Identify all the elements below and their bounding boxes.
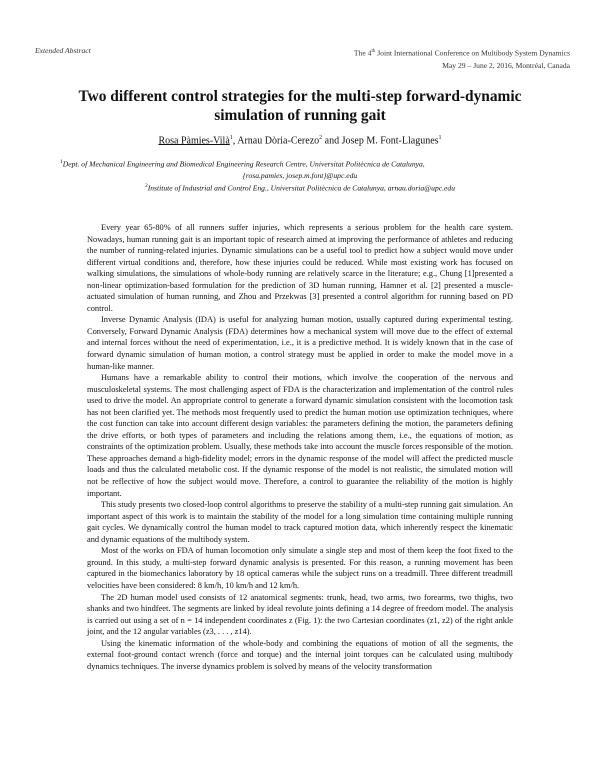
paragraph: The 2D human model used consists of 12 anatomical segments: trunk, head, two arms, two forearms, two thighs, two shanks and two hindfeet. The segments are linked by ideal revolute joints defining a 14 degree of freedom model. The analysis is carried out using a set of n = 14 independent coordinates z (Fig. 1): the two Cartesian coordinates (z1, z2) of the right ankle joint, and the 12 angular variables (z3, . . . , z14).: [87, 592, 513, 637]
header-conference: The 4th Joint International Conference on Multibody System Dynamics: [353, 48, 570, 58]
header-left: Extended Abstract: [35, 46, 91, 55]
author-3: Josep M. Font-Llagunes: [341, 135, 439, 147]
abstract-body: [87, 222, 513, 672]
header-dates: May 29 – June 2, 2016, Montréal, Canada: [442, 60, 570, 70]
paragraph: Every year 65-80% of all runners suffer injuries, which represents a serious problem for the health care system. Nowadays, human running gait is an important topic of research aimed at improving the performance of athletes and reducing the number of running-related injuries. Dynamic simulations can be a useful tool to predict how a subject would move under different virtual conditions and, therefore, how these injuries could be reduced. While most existing work has focused on walking simulations, the simulations of whole-body running are relatively scarce in the literature; e.g., Chung [1]presented a non-linear optimization-based formulation for the prediction of 3D human running, Hamner et al. [2] presented a muscle-actuated simulation of human running, and Zhou and Przekwas [3] presented a control algorithm for running based on PD control.: [87, 223, 513, 313]
author-1: Rosa Pàmies-Vilà: [158, 135, 230, 147]
paragraph: Inverse Dynamic Analysis (IDA) is useful for analyzing human motion, usually captured during experimental testing. Conversely, Forward Dynamic Analysis (FDA) determines how a mechanical system will move due to the effect of external and internal forces without the need of experimentation, i.e., it is a predictive method. It is widely known that in the case of forward dynamic simulation of human motion, a control strategy must be applied in order to make the model move in a human-like manner.: [87, 315, 513, 371]
affiliation-1-emails: {rosa.pamies, josep.m.font}@upc.edu: [242, 170, 358, 180]
affiliation-1: $^1$Dept. of Mechanical Engineering and Biomedical Engineering Research Centre, Universitat Politècnica de Catalunya, {rosa.pamies, josep.m.font}@upc.edu: [60, 157, 540, 181]
author-list: Rosa Pàmies-Vilà$^1$, Arnau Dòria-Cerezo$^2$ and Josep M. Font-Llagunes$^1$: [158, 135, 442, 147]
paragraph: This study presents two closed-loop control algorithms to preserve the stability of a multi-step running gait simulation. An important aspect of this work is to maintain the stability of the model for a long simulation time containing multiple running gait cycles. We dynamically control the human model to track captured motion data, which inherently respect the kinematic and dynamic equations of the multibody system.: [87, 500, 513, 544]
running-header: [35, 46, 570, 76]
author-2: Arnau Dòria-Cerezo: [237, 135, 320, 147]
paragraph: Using the kinematic information of the whole-body and combining the equations of motion of all the segments, the external foot-ground contact wrench (force and torque) and the internal joint torques can be calculated using multibody dynamics techniques. The inverse dynamics problem is solved by means of the velocity transformation: [87, 638, 513, 671]
paragraph: Humans have a remarkable ability to control their motions, which involve the cooperation of the nervous and musculoskeletal systems. The most challenging aspect of FDA is the characterization and implementation of the control rules used to drive the model. An appropriate control to generate a forward dynamic simulation consistent with the locomotion task has not been clarified yet. The methods most frequently used to predict the human motion use optimization techniques, where the cost function can take into account different design variables: the parameters defining the motion, the parameters defining the drive efforts, or both types of parameters and including the relations among them, i.e., the equations of motion, as constraints of the optimization problem. Usually, these methods take into account the muscle forces responsible of the motion. These approaches demand a high-fidelity model; errors in the dynamic response of the model will affect the predicted muscle loads and thus the calculated metabolic cost. If the dynamic response of the model is not realistic, the simulated motion will not be reflective of how the subject would move. Therefore, a control to guarantee the reliability of the motion is highly important.: [87, 373, 513, 498]
affiliation-2: $^2$Institute of Industrial and Control Eng., Universitat Politècnica de Catalunya, arnau.doria@upc.edu: [144, 183, 455, 193]
paragraph: Most of the works on FDA of human locomotion only simulate a single step and most of them keep the foot fixed to the ground. In this study, a multi-step forward dynamic analysis is presented. For this reason, a running movement has been captured in the biomechanics laboratory by 18 optical cameras while the subject runs on a treadmill. Three different treadmill velocities have been considered: 8 km/h, 10 km/h and 12 km/h.: [87, 546, 513, 590]
paper-title: Two different control strategies for the multi-step forward-dynamic simulation of running gait: [78, 88, 522, 124]
header-right: [354, 46, 570, 72]
